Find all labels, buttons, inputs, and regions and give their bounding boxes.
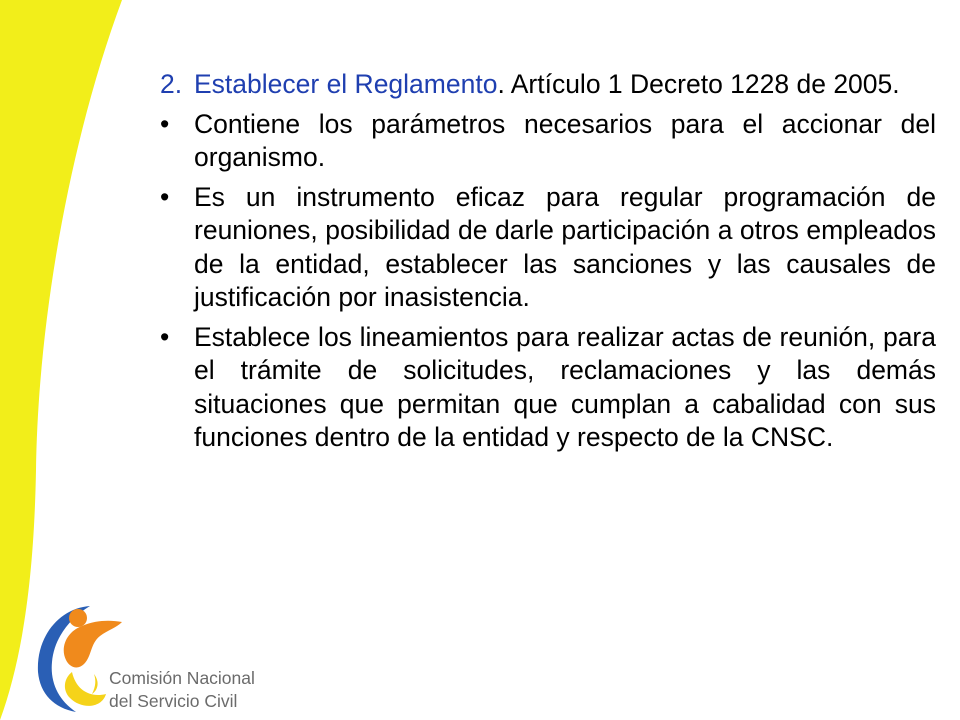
heading-rest: . Artículo 1 Decreto 1228 de 2005. bbox=[497, 69, 900, 99]
logo-head bbox=[69, 609, 87, 627]
bullet-item bbox=[158, 321, 936, 455]
logo-orange-figure bbox=[64, 621, 122, 668]
bullet-icon: • bbox=[160, 108, 170, 139]
heading-item bbox=[158, 68, 936, 102]
bullet-text: Establece los lineamientos para realizar actas de reunión, para el trámite de solicitudes, reclamaciones y las demás situaciones que permitan que cumplan a cabalidad con sus funciones dentro de la entidad y respecto de la CNSC. bbox=[194, 321, 936, 452]
logo-wordmark bbox=[109, 667, 255, 713]
bullet-text: Contiene los parámetros necesarios para el accionar del organismo. bbox=[194, 108, 936, 172]
bullet-icon: • bbox=[160, 321, 170, 352]
logo-line-2: del Servicio Civil bbox=[109, 691, 238, 711]
heading-title: Establecer el Reglamento bbox=[194, 69, 498, 99]
logo-yellow-arc bbox=[65, 672, 106, 706]
logo-yellow-accent bbox=[92, 674, 98, 694]
slide-body bbox=[158, 68, 936, 461]
bullet-item bbox=[158, 181, 936, 315]
logo-line-1: Comisión Nacional bbox=[109, 668, 255, 688]
heading-number: 2. bbox=[160, 69, 183, 99]
bullet-text: Es un instrumento eficaz para regular programación de reuniones, posibilidad de darle participación a otros empleados de la entidad, establecer las sanciones y las causales de justificación por inasistencia. bbox=[194, 181, 936, 312]
bullet-item bbox=[158, 108, 936, 175]
bullet-icon: • bbox=[160, 181, 170, 212]
